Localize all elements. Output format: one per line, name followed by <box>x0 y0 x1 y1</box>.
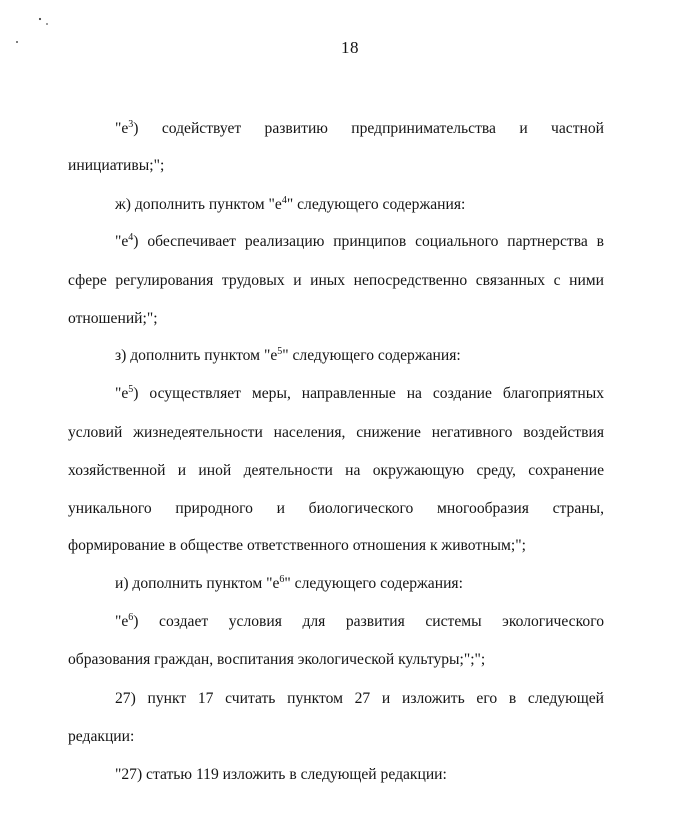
text-line: ж) дополнить пунктом "$е^4$" следующего содержания: <box>115 195 466 213</box>
text-line: сфере регулирования трудовых и иных непосредственно связанных с ними <box>68 272 604 289</box>
text-line: 27) пункт 17 считать пунктом 27 и изложить его в следующей <box>115 690 604 707</box>
text-line: инициативы;"; <box>68 157 165 174</box>
text-line: редакции: <box>68 728 135 745</box>
page-number: 18 <box>341 38 359 57</box>
text-line: и) дополнить пунктом "$е^6$" следующего содержания: <box>115 574 463 592</box>
text-line: формирование в обществе ответственного отношения к животным;"; <box>68 537 526 554</box>
text-line: з) дополнить пунктом "$е^5$" следующего содержания: <box>115 346 461 364</box>
text-line: "$е^5$) осуществляет меры, направленные на создание благоприятных <box>115 384 604 402</box>
text-line: "$е^6$) создает условия для развития системы экологического <box>115 612 604 630</box>
text-line: уникального природного и биологического многообразия страны, <box>68 500 604 517</box>
text-line: отношений;"; <box>68 310 158 327</box>
text-line: образования граждан, воспитания экологической культуры;";"; <box>68 651 486 668</box>
text-line: хозяйственной и иной деятельности на окружающую среду, сохранение <box>68 462 604 479</box>
text-line: "$е^4$) обеспечивает реализацию принципов социального партнерства в <box>115 232 604 250</box>
text-line: "$е^3$) содействует развитию предпринимательства и частной <box>115 119 604 137</box>
text-line: "27) статью 119 изложить в следующей редакции: <box>115 766 447 783</box>
text-line: условий жизнедеятельности населения, снижение негативного воздействия <box>68 424 604 441</box>
